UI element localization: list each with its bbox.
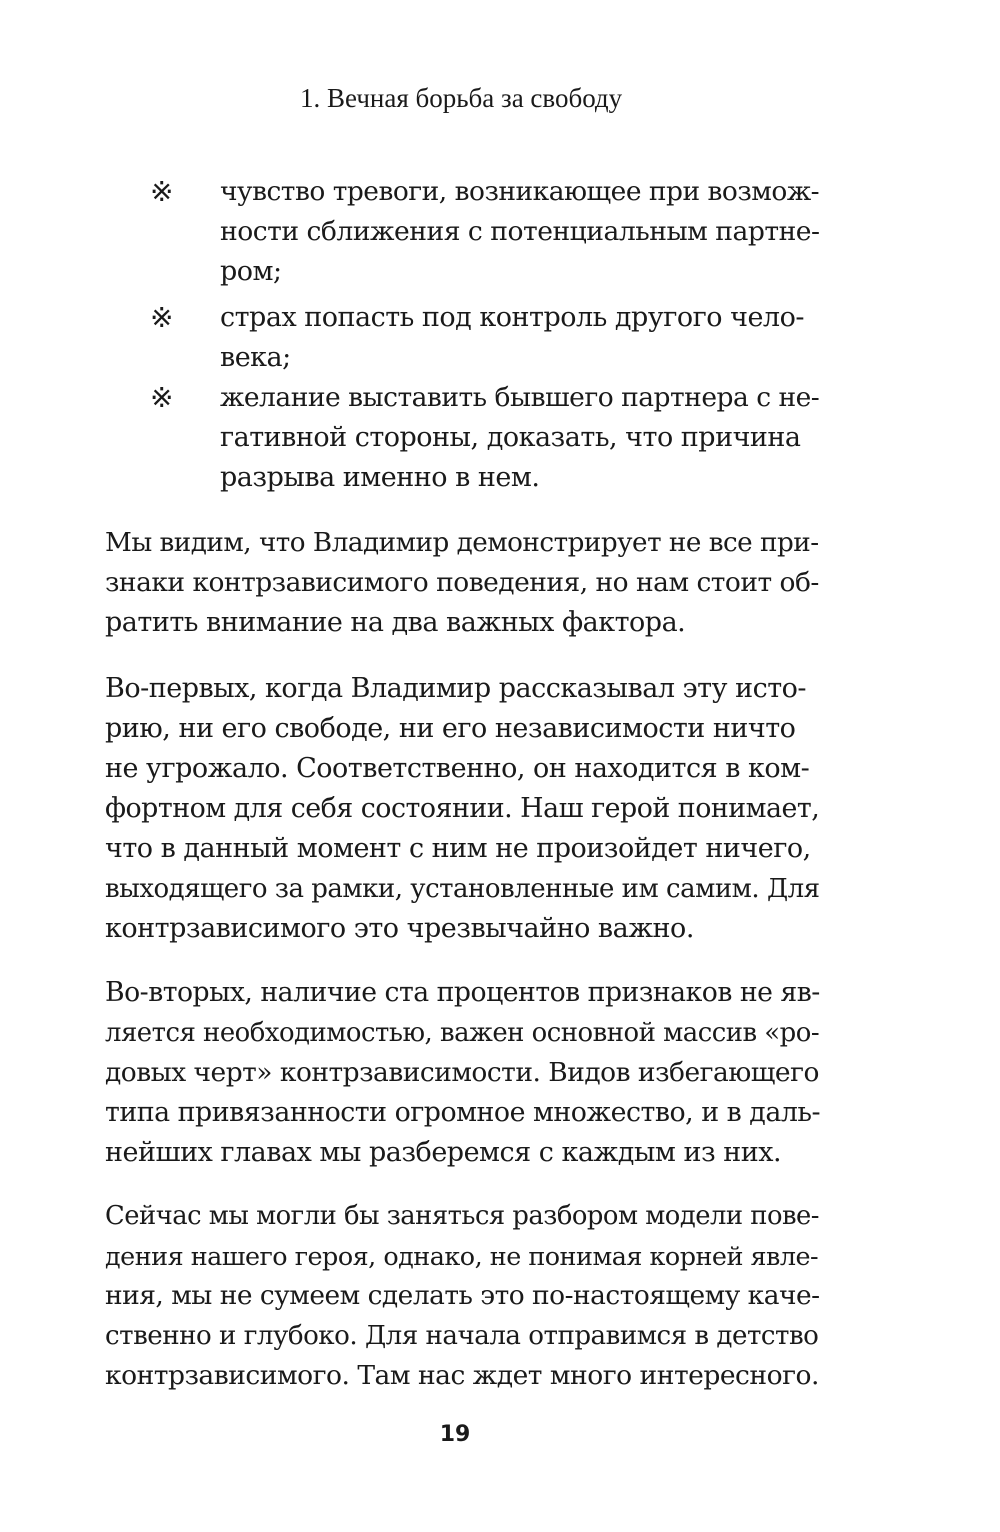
text-line: знаки контрзависимого поведения, но нам стоит об- <box>105 567 819 598</box>
text-line: века; <box>220 342 291 373</box>
text-line: чувство тревоги, возникающее при возмож- <box>220 176 820 207</box>
bullet-marker-icon: ※ <box>150 381 174 414</box>
text-line: ляется необходимостью, важен основной массив «ро- <box>105 1018 820 1048</box>
text-line: контрзависимого это чрезвычайно важно. <box>105 913 694 944</box>
text-line: Мы видим, что Владимир демонстрирует не все при- <box>105 528 819 558</box>
bullet-marker-icon: ※ <box>150 175 174 208</box>
text-line: Сейчас мы могли бы заняться разбором модели пове- <box>105 1201 819 1231</box>
text-line: желание выставить бывшего партнера с не- <box>220 382 820 413</box>
text-line: выходящего за рамки, установленные им самим. Для <box>105 874 820 904</box>
text-line: ром; <box>220 256 282 287</box>
text-line: что в данный момент с ним не произойдет ничего, <box>105 833 811 864</box>
text-line: разрыва именно в нем. <box>220 462 540 493</box>
text-line: фортном для себя состоянии. Наш герой понимает, <box>105 793 820 824</box>
text-line: ности сближения с потенциальным партне- <box>220 216 820 247</box>
running-header: 1. Вечная борьба за свободу <box>300 83 623 113</box>
text-line: Во-вторых, наличие ста процентов признаков не яв- <box>105 977 820 1008</box>
text-line: нейших главах мы разберемся с каждым из них. <box>105 1137 782 1168</box>
text-line: не угрожало. Соответственно, он находится в ком- <box>105 753 810 784</box>
text-line: гативной стороны, доказать, что причина <box>220 422 801 453</box>
text-line: типа привязанности огромное множество, и в даль- <box>105 1097 821 1128</box>
text-line: ния, мы не сумеем сделать это по-настоящему каче- <box>105 1280 820 1311</box>
text-line: ственно и глубоко. Для начала отправимся в детство <box>105 1321 819 1351</box>
text-line: довых черт» контрзависимости. Видов избегающего <box>105 1057 819 1088</box>
text-line: рию, ни его свободе, ни его независимости ничто <box>105 713 796 744</box>
text-line: контрзависимого. Там нас ждет много интересного. <box>105 1360 819 1391</box>
text-line: Во-первых, когда Владимир рассказывал эту исто- <box>105 673 807 704</box>
text-line: дения нашего героя, однако, не понимая корней явле- <box>105 1241 819 1271</box>
page-number: 19 <box>439 1422 471 1447</box>
text-line: страх попасть под контроль другого чело- <box>220 302 804 333</box>
bullet-marker-icon: ※ <box>150 301 174 334</box>
text-line: ратить внимание на два важных фактора. <box>105 607 686 638</box>
